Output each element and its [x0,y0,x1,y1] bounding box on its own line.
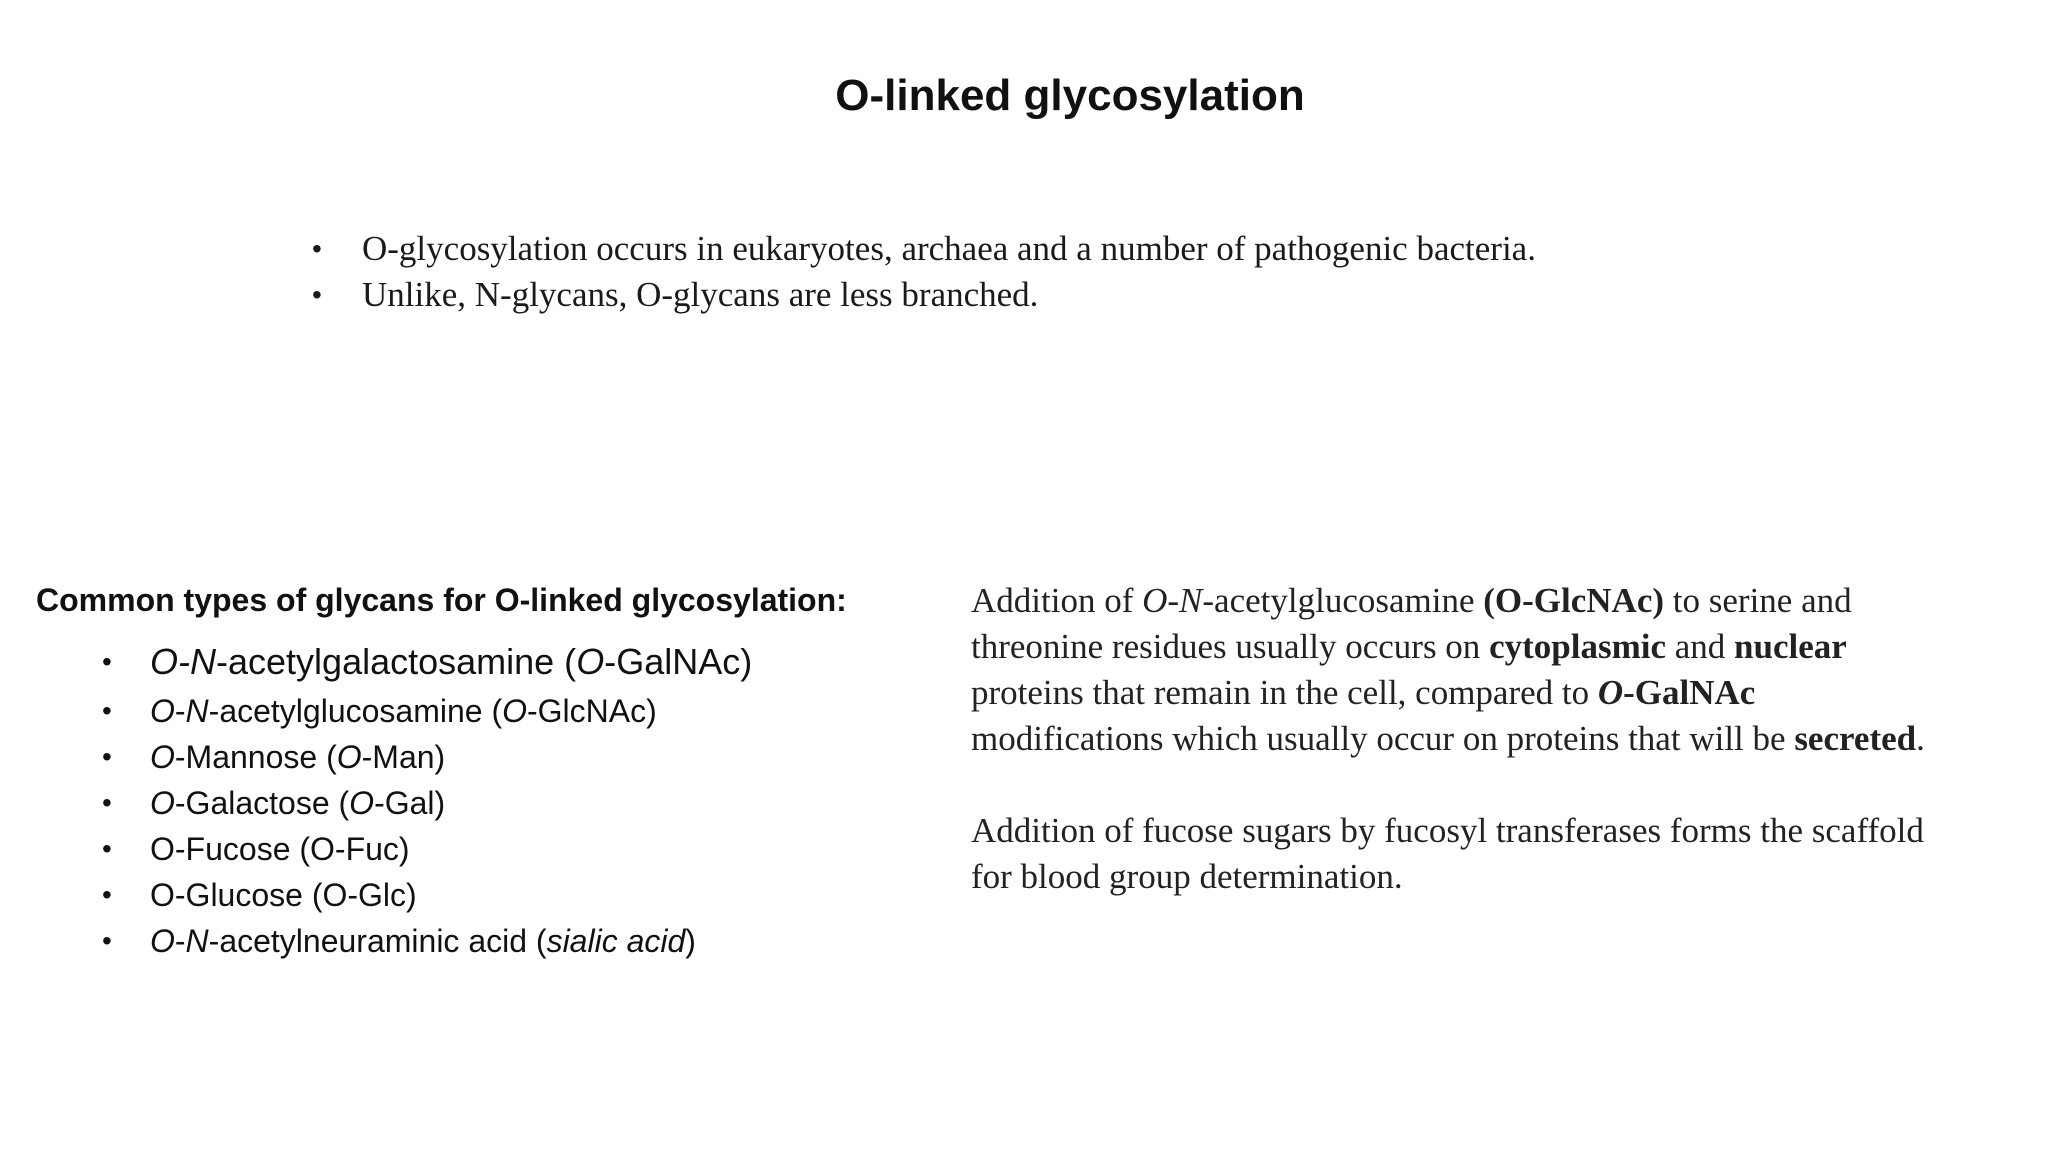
paragraph-bold-text: nuclear [1734,627,1847,666]
glycan-type-text: O [502,693,527,729]
intro-bullet-text: Unlike, N-glycans, O-glycans are less branched. [362,275,1039,314]
glycan-type-text: O [336,739,362,775]
bullet-icon: • [102,695,112,726]
paragraph-line [971,578,2031,624]
intro-bullet-text: O-glycosylation occurs in eukaryotes, archaea and a number of pathogenic bacteria. [362,229,1536,268]
glycan-type-text: O [150,785,175,821]
paragraph-line [971,716,2031,762]
glycan-type-text: O [150,739,175,775]
glycan-type-text: N [185,923,209,959]
glycan-types-heading: Common types of glycans for O-linked glycosylation: [36,582,847,618]
glycan-type-text: - [174,923,186,959]
paragraph-text: modifications which usually occur on proteins that will be [971,719,1795,758]
bullet-icon: • [312,279,322,310]
glycan-type-text: -acetylneuraminic acid ( [208,923,547,959]
intro-bullet-item [310,272,1536,318]
paragraph-text: proteins that remain in the cell, compared to [971,673,1598,712]
glycan-type-text: -acetylglucosamine ( [208,693,503,729]
glycan-type-text: O-Fucose (O-Fuc) [150,831,410,867]
glycan-type-text: -Gal) [374,785,446,821]
glycan-type-text: -Mannose ( [174,739,337,775]
paragraph-text: . [1916,719,1925,758]
paragraph-text: to serine and [1664,581,1852,620]
glycan-type-text: -GlcNAc) [527,693,657,729]
glycan-type-item [100,780,752,826]
glycan-type-text: O [150,693,175,729]
bullet-icon: • [102,787,112,818]
paragraph-line: Addition of fucose sugars by fucosyl transferases forms the scaffold [971,811,1924,850]
bullet-icon: • [102,646,112,677]
glycan-type-text: ) [685,923,696,959]
paragraph-bold-text: cytoplasmic [1489,627,1666,666]
glycan-type-text: sialic acid [546,923,686,959]
paragraph-text: threonine residues usually occurs on [971,627,1490,666]
paragraph-text: O [1142,581,1168,620]
paragraph-line [971,624,2031,670]
paragraph-line [971,670,2031,716]
glycan-type-item [100,826,752,872]
paragraph-bold-text: -GalNAc [1623,673,1756,712]
paragraph-bold-text: secreted [1794,719,1917,758]
slide-title: O-linked glycosylation [835,71,1305,120]
glycan-type-item [100,688,752,734]
paragraph-bold-text: O [1597,673,1624,712]
fucose-paragraph [971,808,2031,900]
glycan-type-text: -acetylgalactosamine ( [216,641,577,682]
glycan-type-item [100,872,752,918]
bullet-icon: • [102,741,112,772]
glycan-type-item [100,734,752,780]
paragraph-text: -acetylglucosamine [1202,581,1484,620]
paragraph-bold-text: (O-GlcNAc) [1483,581,1665,620]
glycan-type-text: -Galactose ( [174,785,350,821]
glycan-type-text: O-Glucose (O-Glc) [150,877,417,913]
glycan-type-text: -GalNAc) [604,641,753,682]
glycan-type-text: O [150,923,175,959]
glycan-types-list [100,636,752,964]
paragraph-line: for blood group determination. [971,857,1403,896]
glycan-type-item [100,918,752,964]
description-block [971,578,2031,900]
glycan-type-item [100,636,752,688]
glycan-type-text: - [174,693,186,729]
bullet-icon: • [312,233,322,264]
bullet-icon: • [102,833,112,864]
bullet-icon: • [102,925,112,956]
glycan-type-text: O [150,641,179,682]
paragraph-text: and [1665,627,1735,666]
intro-bullet-list [310,226,1536,318]
glycan-type-text: -Man) [361,739,446,775]
paragraph-text: - [1167,581,1180,620]
glycan-type-text: O [576,641,605,682]
glycan-type-text: N [190,641,217,682]
paragraph-text: N [1179,581,1203,620]
bullet-icon: • [102,879,112,910]
glycan-type-text: O [349,785,375,821]
glycan-type-text: N [185,693,209,729]
intro-bullet-item [310,226,1536,272]
paragraph-text: Addition of [971,581,1143,620]
glycan-type-text: - [178,641,191,682]
ogclnac-paragraph [971,578,2031,762]
